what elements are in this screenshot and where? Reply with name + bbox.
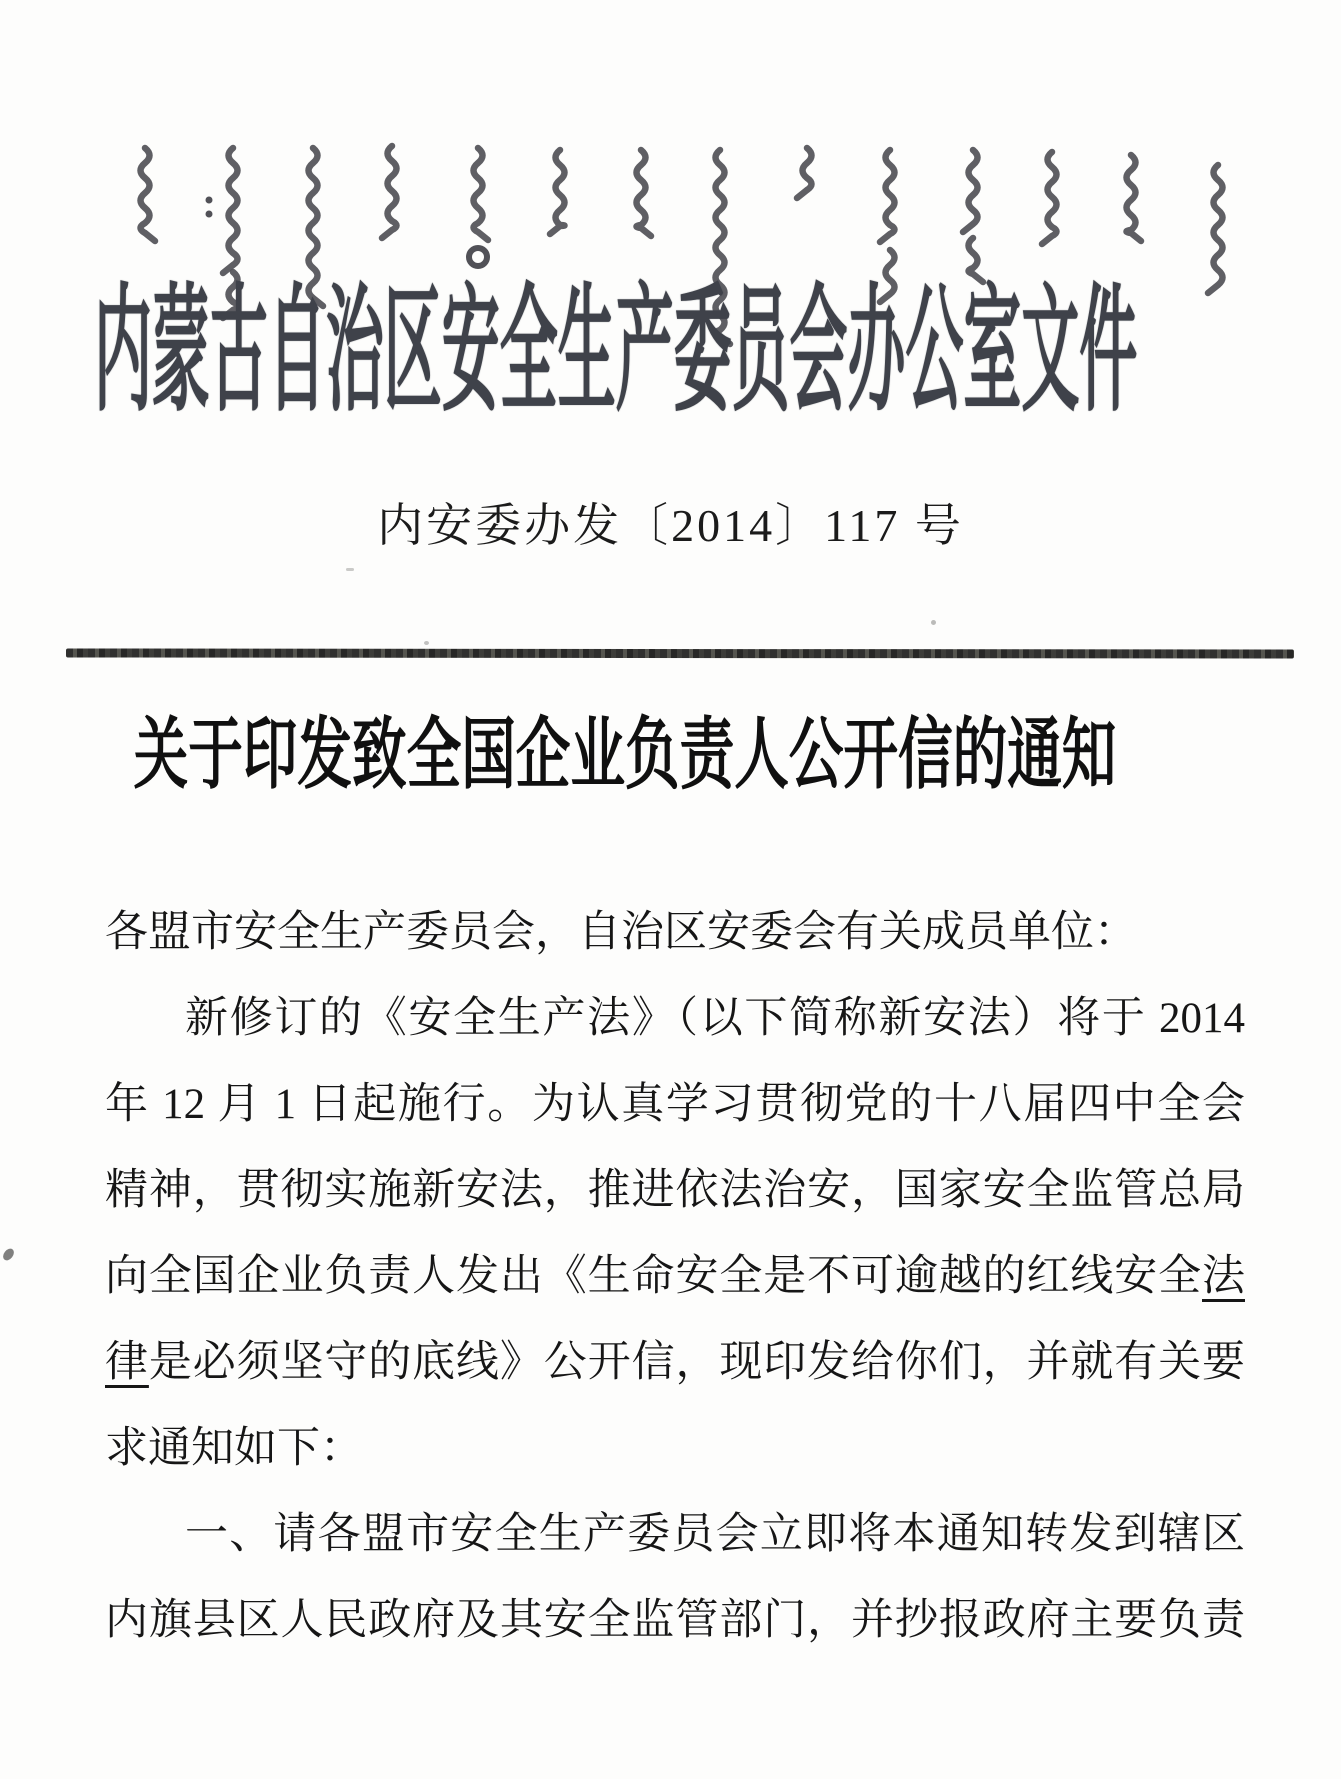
body-text-segment: 新修订的《安全生产法》（以下简称新安法）将于 2014 xyxy=(185,995,1245,1042)
body-line xyxy=(105,1062,1245,1148)
document-title-text: 关于印发致全国企业负责人公开信的通知 xyxy=(133,711,1117,798)
header-divider xyxy=(66,648,1294,658)
body-line xyxy=(105,1148,1245,1234)
body-text-segment: 各盟市安全生产委员会，自治区安委会有关成员单位： xyxy=(105,909,1137,956)
body-line xyxy=(105,1406,1245,1492)
document-number: 内安委办发〔2014〕117 号 xyxy=(377,500,964,551)
document-title xyxy=(0,710,1264,800)
body-text-segment: 年 12 月 1 日起施行。为认真学习贯彻党的十八届四中全会 xyxy=(105,1081,1245,1128)
body-line xyxy=(105,1320,1245,1406)
body-text-segment: 是必须坚守的底线》公开信，现印发给你们，并就有关要 xyxy=(148,1339,1246,1386)
body-line xyxy=(105,1492,1245,1578)
scan-speck xyxy=(424,641,429,645)
body-text-segment: 一、请各盟市安全生产委员会立即将本通知转发到辖区 xyxy=(185,1511,1245,1558)
scan-speck xyxy=(931,620,936,625)
underlined-term: 法 xyxy=(1202,1253,1245,1300)
scan-speck xyxy=(1,1247,16,1263)
body-line xyxy=(105,1578,1245,1664)
body-text-segment: 内旗县区人民政府及其安全监管部门，并抄报政府主要负责 xyxy=(105,1597,1245,1644)
body-text-segment: 精神，贯彻实施新安法，推进依法治安，国家安全监管总局 xyxy=(105,1167,1245,1214)
document-body xyxy=(105,890,1245,1664)
scan-speck xyxy=(346,568,354,571)
issuing-org-title: 内蒙古自治区安全生产委员会办公室文件 xyxy=(94,275,1138,428)
body-text-segment: 向全国企业负责人发出《生命安全是不可逾越的红线安全 xyxy=(105,1253,1202,1300)
body-line xyxy=(105,976,1245,1062)
body-line xyxy=(105,1234,1245,1320)
body-line xyxy=(105,890,1245,976)
underlined-term: 律 xyxy=(105,1339,149,1386)
body-text-segment: 求通知如下： xyxy=(105,1425,363,1472)
